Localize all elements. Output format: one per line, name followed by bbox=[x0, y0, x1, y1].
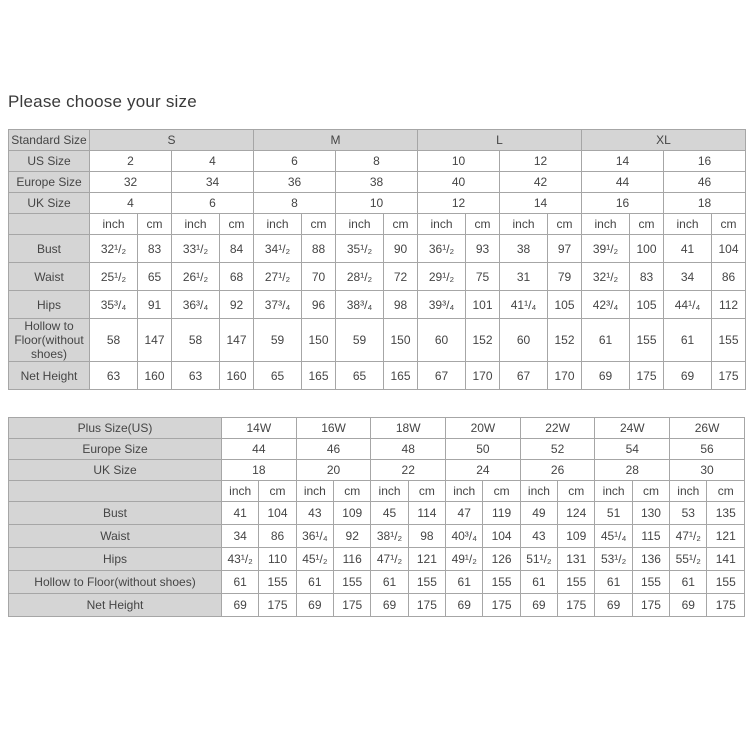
unit-row-label-cell bbox=[9, 481, 222, 502]
size-value-cell: 10 bbox=[418, 151, 500, 172]
measurement-value-cell: 126 bbox=[483, 548, 520, 571]
size-value-cell: 6 bbox=[172, 193, 254, 214]
size-value-cell: 8 bbox=[336, 151, 418, 172]
size-group-cell: L bbox=[418, 130, 582, 151]
row-label-cell: UK Size bbox=[9, 193, 90, 214]
measurement-value-cell: 110 bbox=[259, 548, 296, 571]
measurement-value-cell: 96 bbox=[302, 291, 336, 319]
unit-cm-cell: cm bbox=[334, 481, 371, 502]
measurement-value-cell: 160 bbox=[138, 362, 172, 390]
size-value-cell: 56 bbox=[670, 439, 745, 460]
measurement-value-cell: 84 bbox=[220, 235, 254, 263]
measurement-value-cell: 150 bbox=[302, 319, 336, 362]
unit-row bbox=[9, 481, 745, 502]
size-value-cell: 16 bbox=[582, 193, 664, 214]
unit-inch-cell: inch bbox=[296, 481, 333, 502]
size-value-cell: 42 bbox=[500, 172, 582, 193]
measurement-row bbox=[9, 235, 746, 263]
row-label-cell: Hollow to Floor(without shoes) bbox=[9, 319, 90, 362]
measurement-row bbox=[9, 571, 745, 594]
row-label-cell: Net Height bbox=[9, 594, 222, 617]
measurement-value-cell: 44¹/₄ bbox=[664, 291, 712, 319]
measurement-value-cell: 104 bbox=[712, 235, 746, 263]
measurement-value-cell: 51¹/₂ bbox=[520, 548, 557, 571]
measurement-value-cell: 36³/₄ bbox=[172, 291, 220, 319]
measurement-value-cell: 75 bbox=[466, 263, 500, 291]
measurement-value-cell: 67 bbox=[500, 362, 548, 390]
measurement-value-cell: 124 bbox=[558, 502, 595, 525]
measurement-value-cell: 34 bbox=[664, 263, 712, 291]
measurement-value-cell: 26¹/₂ bbox=[172, 263, 220, 291]
measurement-value-cell: 49¹/₂ bbox=[446, 548, 483, 571]
unit-cm-cell: cm bbox=[408, 481, 445, 502]
measurement-value-cell: 61 bbox=[595, 571, 632, 594]
measurement-row bbox=[9, 594, 745, 617]
measurement-value-cell: 100 bbox=[630, 235, 664, 263]
measurement-value-cell: 160 bbox=[220, 362, 254, 390]
measurement-value-cell: 170 bbox=[466, 362, 500, 390]
size-row bbox=[9, 439, 745, 460]
unit-inch-cell: inch bbox=[172, 214, 220, 235]
unit-inch-cell: inch bbox=[664, 214, 712, 235]
measurement-value-cell: 61 bbox=[446, 571, 483, 594]
size-value-cell: 36 bbox=[254, 172, 336, 193]
size-group-cell: S bbox=[90, 130, 254, 151]
measurement-value-cell: 69 bbox=[520, 594, 557, 617]
measurement-value-cell: 65 bbox=[336, 362, 384, 390]
size-value-cell: 44 bbox=[582, 172, 664, 193]
unit-cm-cell: cm bbox=[558, 481, 595, 502]
page-title: Please choose your size bbox=[8, 92, 197, 111]
measurement-value-cell: 131 bbox=[558, 548, 595, 571]
unit-cm-cell: cm bbox=[220, 214, 254, 235]
measurement-value-cell: 41¹/₄ bbox=[500, 291, 548, 319]
measurement-row bbox=[9, 291, 746, 319]
measurement-value-cell: 43¹/₂ bbox=[222, 548, 259, 571]
measurement-value-cell: 68 bbox=[220, 263, 254, 291]
measurement-value-cell: 175 bbox=[707, 594, 745, 617]
row-label-cell: US Size bbox=[9, 151, 90, 172]
measurement-value-cell: 119 bbox=[483, 502, 520, 525]
size-value-cell: 14 bbox=[500, 193, 582, 214]
size-value-cell: 18 bbox=[664, 193, 746, 214]
size-row bbox=[9, 418, 745, 439]
unit-cm-cell: cm bbox=[707, 481, 745, 502]
measurement-value-cell: 38 bbox=[500, 235, 548, 263]
size-value-cell: 34 bbox=[172, 172, 254, 193]
unit-cm-cell: cm bbox=[548, 214, 582, 235]
measurement-value-cell: 105 bbox=[548, 291, 582, 319]
unit-cm-cell: cm bbox=[630, 214, 664, 235]
measurement-row bbox=[9, 548, 745, 571]
measurement-value-cell: 60 bbox=[500, 319, 548, 362]
measurement-value-cell: 25¹/₂ bbox=[90, 263, 138, 291]
measurement-value-cell: 61 bbox=[296, 571, 333, 594]
measurement-value-cell: 49 bbox=[520, 502, 557, 525]
unit-cm-cell: cm bbox=[384, 214, 418, 235]
measurement-value-cell: 38¹/₂ bbox=[371, 525, 408, 548]
measurement-value-cell: 155 bbox=[707, 571, 745, 594]
size-value-cell: 26 bbox=[520, 460, 595, 481]
size-value-cell: 24W bbox=[595, 418, 670, 439]
measurement-value-cell: 152 bbox=[466, 319, 500, 362]
measurement-value-cell: 40³/₄ bbox=[446, 525, 483, 548]
measurement-value-cell: 61 bbox=[520, 571, 557, 594]
measurement-value-cell: 155 bbox=[558, 571, 595, 594]
unit-inch-cell: inch bbox=[222, 481, 259, 502]
measurement-value-cell: 79 bbox=[548, 263, 582, 291]
measurement-value-cell: 175 bbox=[259, 594, 296, 617]
measurement-row bbox=[9, 319, 746, 362]
measurement-value-cell: 69 bbox=[446, 594, 483, 617]
measurement-value-cell: 97 bbox=[548, 235, 582, 263]
size-value-cell: 22W bbox=[520, 418, 595, 439]
measurement-value-cell: 61 bbox=[670, 571, 707, 594]
size-value-cell: 46 bbox=[664, 172, 746, 193]
size-row bbox=[9, 460, 745, 481]
size-value-cell: 12 bbox=[500, 151, 582, 172]
unit-inch-cell: inch bbox=[371, 481, 408, 502]
row-label-cell: Waist bbox=[9, 525, 222, 548]
measurement-value-cell: 83 bbox=[138, 235, 172, 263]
measurement-value-cell: 34¹/₂ bbox=[254, 235, 302, 263]
measurement-value-cell: 61 bbox=[222, 571, 259, 594]
unit-row-label-cell bbox=[9, 214, 90, 235]
measurement-value-cell: 39¹/₂ bbox=[582, 235, 630, 263]
measurement-value-cell: 61 bbox=[371, 571, 408, 594]
unit-inch-cell: inch bbox=[418, 214, 466, 235]
corner-label-cell: Standard Size bbox=[9, 130, 90, 151]
measurement-value-cell: 47¹/₂ bbox=[371, 548, 408, 571]
measurement-value-cell: 109 bbox=[558, 525, 595, 548]
measurement-value-cell: 36¹/₄ bbox=[296, 525, 333, 548]
measurement-value-cell: 67 bbox=[418, 362, 466, 390]
measurement-value-cell: 41 bbox=[222, 502, 259, 525]
size-value-cell: 46 bbox=[296, 439, 371, 460]
measurement-value-cell: 69 bbox=[222, 594, 259, 617]
measurement-value-cell: 152 bbox=[548, 319, 582, 362]
size-value-cell: 4 bbox=[172, 151, 254, 172]
measurement-value-cell: 109 bbox=[334, 502, 371, 525]
size-value-cell: 44 bbox=[222, 439, 297, 460]
measurement-value-cell: 45¹/₄ bbox=[595, 525, 632, 548]
size-value-cell: 2 bbox=[90, 151, 172, 172]
row-label-cell: Hollow to Floor(without shoes) bbox=[9, 571, 222, 594]
measurement-row bbox=[9, 502, 745, 525]
measurement-value-cell: 114 bbox=[408, 502, 445, 525]
measurement-row bbox=[9, 263, 746, 291]
size-value-cell: 52 bbox=[520, 439, 595, 460]
measurement-value-cell: 61 bbox=[582, 319, 630, 362]
measurement-value-cell: 58 bbox=[172, 319, 220, 362]
measurement-value-cell: 155 bbox=[632, 571, 669, 594]
unit-cm-cell: cm bbox=[259, 481, 296, 502]
measurement-value-cell: 147 bbox=[220, 319, 254, 362]
unit-cm-cell: cm bbox=[712, 214, 746, 235]
measurement-value-cell: 59 bbox=[336, 319, 384, 362]
measurement-value-cell: 38³/₄ bbox=[336, 291, 384, 319]
size-value-cell: 22 bbox=[371, 460, 446, 481]
size-value-cell: 28 bbox=[595, 460, 670, 481]
unit-row bbox=[9, 214, 746, 235]
size-row bbox=[9, 193, 746, 214]
row-label-cell: Europe Size bbox=[9, 439, 222, 460]
measurement-value-cell: 101 bbox=[466, 291, 500, 319]
measurement-value-cell: 53 bbox=[670, 502, 707, 525]
unit-cm-cell: cm bbox=[632, 481, 669, 502]
measurement-value-cell: 175 bbox=[483, 594, 520, 617]
row-label-cell: Waist bbox=[9, 263, 90, 291]
measurement-value-cell: 53¹/₂ bbox=[595, 548, 632, 571]
size-value-cell: 10 bbox=[336, 193, 418, 214]
size-value-cell: 18 bbox=[222, 460, 297, 481]
measurement-value-cell: 35¹/₂ bbox=[336, 235, 384, 263]
measurement-value-cell: 43 bbox=[296, 502, 333, 525]
measurement-value-cell: 141 bbox=[707, 548, 745, 571]
measurement-value-cell: 165 bbox=[384, 362, 418, 390]
measurement-value-cell: 86 bbox=[259, 525, 296, 548]
measurement-value-cell: 69 bbox=[371, 594, 408, 617]
measurement-value-cell: 59 bbox=[254, 319, 302, 362]
measurement-value-cell: 136 bbox=[632, 548, 669, 571]
measurement-value-cell: 61 bbox=[664, 319, 712, 362]
measurement-value-cell: 104 bbox=[483, 525, 520, 548]
size-value-cell: 26W bbox=[670, 418, 745, 439]
measurement-value-cell: 55¹/₂ bbox=[670, 548, 707, 571]
unit-cm-cell: cm bbox=[302, 214, 336, 235]
measurement-value-cell: 28¹/₂ bbox=[336, 263, 384, 291]
measurement-value-cell: 105 bbox=[630, 291, 664, 319]
size-value-cell: 16W bbox=[296, 418, 371, 439]
measurement-value-cell: 70 bbox=[302, 263, 336, 291]
size-row bbox=[9, 172, 746, 193]
measurement-value-cell: 91 bbox=[138, 291, 172, 319]
size-value-cell: 18W bbox=[371, 418, 446, 439]
unit-inch-cell: inch bbox=[670, 481, 707, 502]
unit-cm-cell: cm bbox=[483, 481, 520, 502]
size-value-cell: 20 bbox=[296, 460, 371, 481]
unit-inch-cell: inch bbox=[336, 214, 384, 235]
size-value-cell: 4 bbox=[90, 193, 172, 214]
measurement-value-cell: 63 bbox=[90, 362, 138, 390]
measurement-value-cell: 83 bbox=[630, 263, 664, 291]
measurement-value-cell: 36¹/₂ bbox=[418, 235, 466, 263]
measurement-value-cell: 31 bbox=[500, 263, 548, 291]
size-row bbox=[9, 151, 746, 172]
measurement-value-cell: 147 bbox=[138, 319, 172, 362]
size-value-cell: 16 bbox=[664, 151, 746, 172]
unit-cm-cell: cm bbox=[138, 214, 172, 235]
measurement-value-cell: 35³/₄ bbox=[90, 291, 138, 319]
measurement-value-cell: 69 bbox=[595, 594, 632, 617]
unit-inch-cell: inch bbox=[595, 481, 632, 502]
measurement-value-cell: 42³/₄ bbox=[582, 291, 630, 319]
measurement-value-cell: 33¹/₂ bbox=[172, 235, 220, 263]
measurement-value-cell: 116 bbox=[334, 548, 371, 571]
measurement-value-cell: 155 bbox=[483, 571, 520, 594]
measurement-value-cell: 175 bbox=[558, 594, 595, 617]
measurement-value-cell: 34 bbox=[222, 525, 259, 548]
measurement-value-cell: 150 bbox=[384, 319, 418, 362]
size-group-cell: XL bbox=[582, 130, 746, 151]
measurement-value-cell: 58 bbox=[90, 319, 138, 362]
measurement-value-cell: 165 bbox=[302, 362, 336, 390]
size-value-cell: 32 bbox=[90, 172, 172, 193]
measurement-value-cell: 37³/₄ bbox=[254, 291, 302, 319]
measurement-value-cell: 155 bbox=[630, 319, 664, 362]
measurement-value-cell: 69 bbox=[582, 362, 630, 390]
size-value-cell: 50 bbox=[446, 439, 521, 460]
unit-inch-cell: inch bbox=[90, 214, 138, 235]
measurement-value-cell: 65 bbox=[138, 263, 172, 291]
measurement-value-cell: 92 bbox=[220, 291, 254, 319]
measurement-value-cell: 63 bbox=[172, 362, 220, 390]
size-group-row bbox=[9, 130, 746, 151]
measurement-value-cell: 45 bbox=[371, 502, 408, 525]
measurement-value-cell: 175 bbox=[630, 362, 664, 390]
measurement-value-cell: 175 bbox=[408, 594, 445, 617]
standard-size-table bbox=[8, 129, 746, 390]
row-label-cell: Bust bbox=[9, 502, 222, 525]
size-value-cell: 12 bbox=[418, 193, 500, 214]
unit-inch-cell: inch bbox=[582, 214, 630, 235]
measurement-value-cell: 93 bbox=[466, 235, 500, 263]
measurement-value-cell: 170 bbox=[548, 362, 582, 390]
size-value-cell: 54 bbox=[595, 439, 670, 460]
unit-cm-cell: cm bbox=[466, 214, 500, 235]
size-group-cell: M bbox=[254, 130, 418, 151]
row-label-cell: Bust bbox=[9, 235, 90, 263]
measurement-value-cell: 43 bbox=[520, 525, 557, 548]
measurement-value-cell: 72 bbox=[384, 263, 418, 291]
row-label-cell: Net Height bbox=[9, 362, 90, 390]
measurement-value-cell: 130 bbox=[632, 502, 669, 525]
row-label-cell: Plus Size(US) bbox=[9, 418, 222, 439]
size-value-cell: 14W bbox=[222, 418, 297, 439]
measurement-value-cell: 39³/₄ bbox=[418, 291, 466, 319]
measurement-row bbox=[9, 362, 746, 390]
row-label-cell: Europe Size bbox=[9, 172, 90, 193]
row-label-cell: Hips bbox=[9, 548, 222, 571]
size-value-cell: 30 bbox=[670, 460, 745, 481]
measurement-value-cell: 155 bbox=[712, 319, 746, 362]
measurement-value-cell: 32¹/₂ bbox=[582, 263, 630, 291]
plus-size-table bbox=[8, 417, 745, 617]
size-value-cell: 38 bbox=[336, 172, 418, 193]
size-value-cell: 20W bbox=[446, 418, 521, 439]
size-value-cell: 48 bbox=[371, 439, 446, 460]
unit-inch-cell: inch bbox=[254, 214, 302, 235]
measurement-value-cell: 60 bbox=[418, 319, 466, 362]
measurement-value-cell: 155 bbox=[334, 571, 371, 594]
measurement-value-cell: 175 bbox=[632, 594, 669, 617]
size-value-cell: 6 bbox=[254, 151, 336, 172]
measurement-value-cell: 51 bbox=[595, 502, 632, 525]
measurement-value-cell: 45¹/₂ bbox=[296, 548, 333, 571]
measurement-value-cell: 112 bbox=[712, 291, 746, 319]
measurement-value-cell: 29¹/₂ bbox=[418, 263, 466, 291]
measurement-value-cell: 69 bbox=[664, 362, 712, 390]
measurement-row bbox=[9, 525, 745, 548]
measurement-value-cell: 47¹/₂ bbox=[670, 525, 707, 548]
measurement-value-cell: 175 bbox=[712, 362, 746, 390]
size-value-cell: 8 bbox=[254, 193, 336, 214]
measurement-value-cell: 69 bbox=[296, 594, 333, 617]
size-value-cell: 40 bbox=[418, 172, 500, 193]
measurement-value-cell: 86 bbox=[712, 263, 746, 291]
measurement-value-cell: 115 bbox=[632, 525, 669, 548]
unit-inch-cell: inch bbox=[500, 214, 548, 235]
measurement-value-cell: 90 bbox=[384, 235, 418, 263]
row-label-cell: UK Size bbox=[9, 460, 222, 481]
measurement-value-cell: 121 bbox=[408, 548, 445, 571]
measurement-value-cell: 98 bbox=[384, 291, 418, 319]
unit-inch-cell: inch bbox=[446, 481, 483, 502]
measurement-value-cell: 121 bbox=[707, 525, 745, 548]
unit-inch-cell: inch bbox=[520, 481, 557, 502]
measurement-value-cell: 175 bbox=[334, 594, 371, 617]
measurement-value-cell: 88 bbox=[302, 235, 336, 263]
row-label-cell: Hips bbox=[9, 291, 90, 319]
size-value-cell: 24 bbox=[446, 460, 521, 481]
measurement-value-cell: 155 bbox=[259, 571, 296, 594]
measurement-value-cell: 27¹/₂ bbox=[254, 263, 302, 291]
measurement-value-cell: 98 bbox=[408, 525, 445, 548]
measurement-value-cell: 104 bbox=[259, 502, 296, 525]
measurement-value-cell: 69 bbox=[670, 594, 707, 617]
size-value-cell: 14 bbox=[582, 151, 664, 172]
measurement-value-cell: 41 bbox=[664, 235, 712, 263]
measurement-value-cell: 47 bbox=[446, 502, 483, 525]
measurement-value-cell: 92 bbox=[334, 525, 371, 548]
measurement-value-cell: 65 bbox=[254, 362, 302, 390]
measurement-value-cell: 135 bbox=[707, 502, 745, 525]
measurement-value-cell: 32¹/₂ bbox=[90, 235, 138, 263]
measurement-value-cell: 155 bbox=[408, 571, 445, 594]
